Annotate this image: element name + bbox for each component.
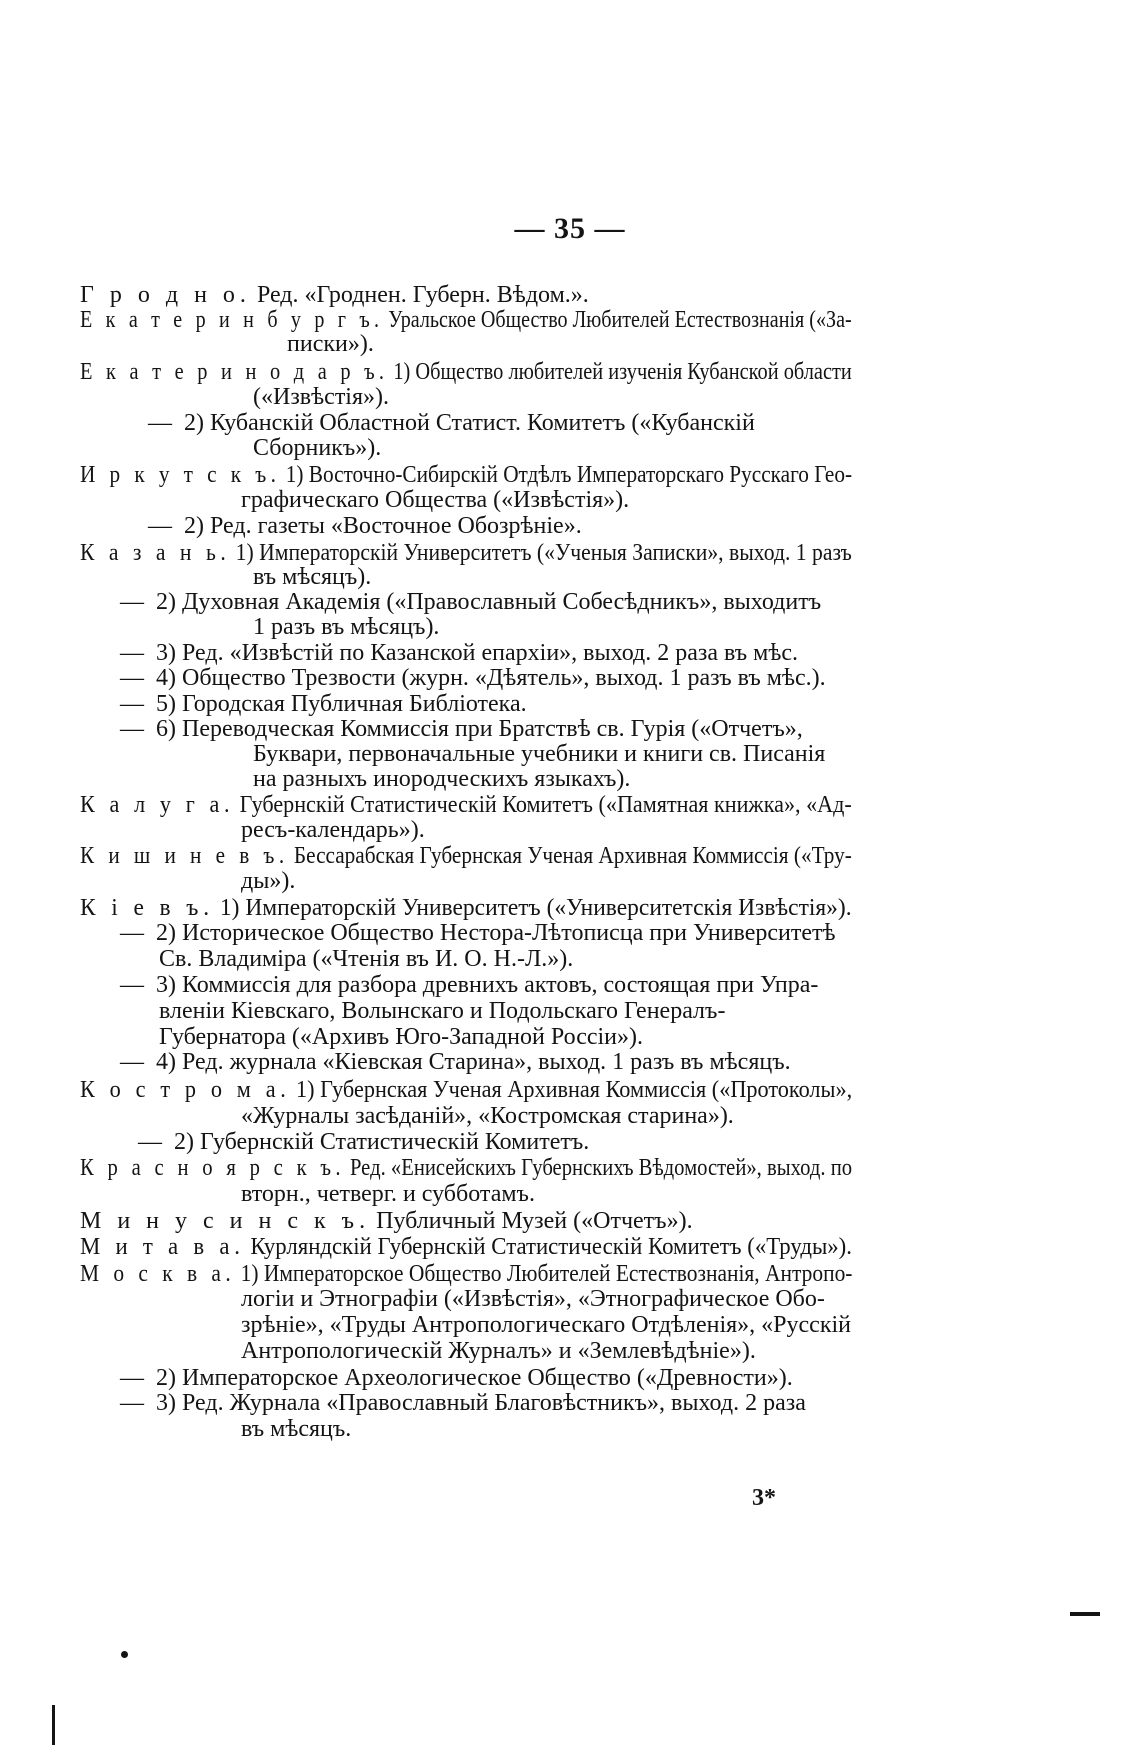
entry-line (159, 946, 573, 972)
entry-text: вленіи Кіевскаго, Волынскаго и Подольскаго Генералъ- (159, 998, 726, 1024)
entry-text: ресъ-календарь»). (241, 817, 425, 843)
entry-line (241, 1416, 351, 1442)
entry-line (80, 1234, 852, 1260)
entry-text: 2) Историческое Общество Нестора-Лѣтописца при Университетѣ (156, 920, 836, 946)
city-name: Е к а т е р и н о д а р ъ. (80, 359, 389, 385)
city-name: М и н у с и н с к ъ. (80, 1208, 371, 1234)
entry-text: 1) Императорскій Университетъ («Университетскія Извѣстія»). (214, 895, 852, 921)
city-name: К р а с н о я р с к ъ. (80, 1155, 345, 1181)
entry-line (80, 895, 852, 921)
entry-line (287, 331, 374, 357)
entry-text: 4) Ред. журнала «Кіевская Старина», выход. 1 разъ въ мѣсяцъ. (156, 1049, 791, 1075)
entry-line (148, 513, 582, 539)
entry-line (253, 766, 630, 792)
ditto-dash: — (120, 972, 144, 998)
entry-text: Сборникъ»). (253, 435, 382, 461)
entry-line (241, 1103, 734, 1129)
entry-text: писки»). (287, 331, 374, 357)
entry-line (120, 716, 803, 742)
city-name: К а л у г а. (80, 792, 235, 818)
entry-line (80, 282, 589, 308)
entry-line (159, 998, 725, 1024)
ditto-dash: — (120, 691, 144, 717)
ditto-dash: — (148, 513, 172, 539)
ditto-dash: — (120, 665, 144, 691)
entry-text: Ред. «Енисейскихъ Губернскихъ Вѣдомостей», выход. по (344, 1155, 853, 1181)
ditto-dash: — (120, 589, 144, 615)
entry-text: зрѣніе», «Труды Антропологическаго Отдѣленія», «Русскій (241, 1312, 851, 1338)
signature-mark: 3* (752, 1485, 776, 1511)
entry-line (120, 920, 836, 946)
entry-text: 3) Ред. Журнала «Православный Благовѣстникъ», выход. 2 раза (156, 1390, 806, 1416)
entry-line (80, 307, 852, 333)
entry-line (120, 665, 826, 691)
ditto-dash: — (120, 920, 144, 946)
entry-line (253, 614, 439, 640)
entry-text: Бессарабская Губернская Ученая Архивная Коммиссія («Тру- (288, 843, 852, 869)
entry-line (241, 1286, 825, 1312)
entry-line (241, 1312, 851, 1338)
ditto-dash: — (120, 716, 144, 742)
entry-text: въ мѣсяцъ). (253, 564, 372, 590)
city-name: К о с т р о м а. (80, 1077, 291, 1103)
entry-text: на разныхъ инородческихъ языкахъ). (253, 766, 631, 792)
margin-dot-mark (121, 1651, 128, 1658)
city-name: И р к у т с к ъ. (80, 462, 281, 488)
entry-line (80, 1077, 852, 1103)
entry-text: 2) Губернскій Статистическій Комитетъ. (174, 1129, 590, 1155)
entry-line (80, 462, 852, 488)
entry-line (80, 359, 852, 385)
entry-line (241, 1181, 535, 1207)
entry-text: въ мѣсяцъ. (241, 1416, 352, 1442)
ditto-dash: — (148, 410, 172, 436)
entry-line (80, 1208, 693, 1234)
entry-line (80, 792, 852, 818)
entry-line (253, 384, 389, 410)
city-name: К и ш и н е в ъ. (80, 843, 289, 869)
entry-text: Публичный Музей («Отчетъ»). (370, 1208, 693, 1234)
entry-line (120, 1049, 791, 1075)
city-name: К а з а н ь. (80, 540, 231, 566)
entry-line (120, 1365, 793, 1391)
city-name: К і е в ъ. (80, 895, 215, 921)
entry-text: 1) Общество любителей изученія Кубанской области (388, 359, 852, 385)
entry-text: 6) Переводческая Коммиссія при Братствѣ св. Гурія («Отчетъ», (156, 716, 803, 742)
entry-text: 3) Ред. «Извѣстій по Казанской епархіи», выход. 2 раза въ мѣс. (156, 640, 799, 666)
entry-text: Ред. «Гроднен. Губерн. Вѣдом.». (250, 282, 589, 308)
entry-text: Св. Владиміра («Чтенія въ И. О. Н.-Л.»). (159, 946, 574, 972)
entry-text: 2) Кубанскій Областной Статист. Комитетъ («Кубанскій (184, 410, 755, 436)
entry-line (241, 1338, 756, 1364)
entry-text: вторн., четверг. и субботамъ. (241, 1181, 535, 1207)
entry-text: Антропологическій Журналъ» и «Землевѣдѣніе»). (241, 1338, 756, 1364)
entry-text: 5) Городская Публичная Библіотека. (156, 691, 527, 717)
entry-text: 3) Коммиссія для разбора древнихъ актовъ, состоящая при Упра- (156, 972, 819, 998)
entry-text: 1) Императорскій Университетъ («Ученыя Записки», выход. 1 разъ (230, 540, 852, 566)
entry-text: Губернскій Статистическій Комитетъ («Памятная книжка», «Ад- (234, 792, 852, 818)
entry-line (120, 1390, 806, 1416)
entry-line (241, 817, 425, 843)
entry-line (120, 972, 818, 998)
entry-text: 1) Восточно-Сибирскій Отдѣлъ Императорскаго Русскаго Гео- (280, 462, 853, 488)
ditto-dash: — (138, 1129, 162, 1155)
city-name: М и т а в а. (80, 1234, 245, 1260)
entry-line (80, 1261, 852, 1287)
entry-line (120, 589, 821, 615)
entry-text: 4) Общество Трезвости (журн. «Дѣятель», выход. 1 разъ въ мѣс.). (156, 665, 826, 691)
entry-text: ды»). (241, 868, 296, 894)
entry-text: («Извѣстія»). (253, 384, 390, 410)
entry-text: Губернатора («Архивъ Юго-Западной Россіи»). (159, 1024, 644, 1050)
entry-text: 1) Губернская Ученая Архивная Коммиссія («Протоколы», (290, 1077, 853, 1103)
entry-line (253, 435, 381, 461)
entry-line (138, 1129, 589, 1155)
entry-line (80, 540, 852, 566)
entry-text: графическаго Общества («Извѣстія»). (241, 487, 630, 513)
entry-text: 2) Ред. газеты «Восточное Обозрѣніе». (184, 513, 582, 539)
entry-text: Буквари, первоначальные учебники и книги св. Писанія (253, 741, 826, 767)
entry-line (80, 1155, 852, 1181)
ditto-dash: — (120, 1390, 144, 1416)
entry-text: логіи и Этнографіи («Извѣстія», «Этнографическое Обо- (241, 1286, 825, 1312)
ditto-dash: — (120, 1049, 144, 1075)
page-number: — 35 — (514, 212, 626, 245)
entry-text: 2) Духовная Академія («Православный Собесѣдникъ», выходитъ (156, 589, 822, 615)
city-name: Е к а т е р и н б у р г ъ. (80, 307, 384, 333)
entry-line (241, 487, 629, 513)
entry-text: 1) Императорское Общество Любителей Естествознанія, Антропо- (235, 1261, 853, 1287)
ditto-dash: — (120, 640, 144, 666)
margin-bar-mark (52, 1705, 55, 1745)
entry-line (120, 691, 527, 717)
entry-text: 2) Императорское Археологическое Общество («Древности»). (156, 1365, 793, 1391)
entry-text: 1 разъ въ мѣсяцъ). (253, 614, 440, 640)
entry-line (253, 564, 371, 590)
entry-line (241, 868, 295, 894)
entry-line (159, 1024, 643, 1050)
city-name: Г р о д н о. (80, 282, 251, 308)
ditto-dash: — (120, 1365, 144, 1391)
entry-line (253, 741, 825, 767)
entry-text: «Журналы засѣданій», «Костромская старина»). (241, 1103, 734, 1129)
entry-line (148, 410, 755, 436)
entry-text: Курляндскій Губернскій Статистическій Комитетъ («Труды»). (244, 1234, 852, 1260)
entry-line (120, 640, 798, 666)
entry-text: Уральское Общество Любителей Естествознанія («За- (383, 307, 852, 333)
city-name: М о с к в а. (80, 1261, 236, 1287)
entry-line (80, 843, 852, 869)
margin-dash-mark (1070, 1612, 1100, 1616)
